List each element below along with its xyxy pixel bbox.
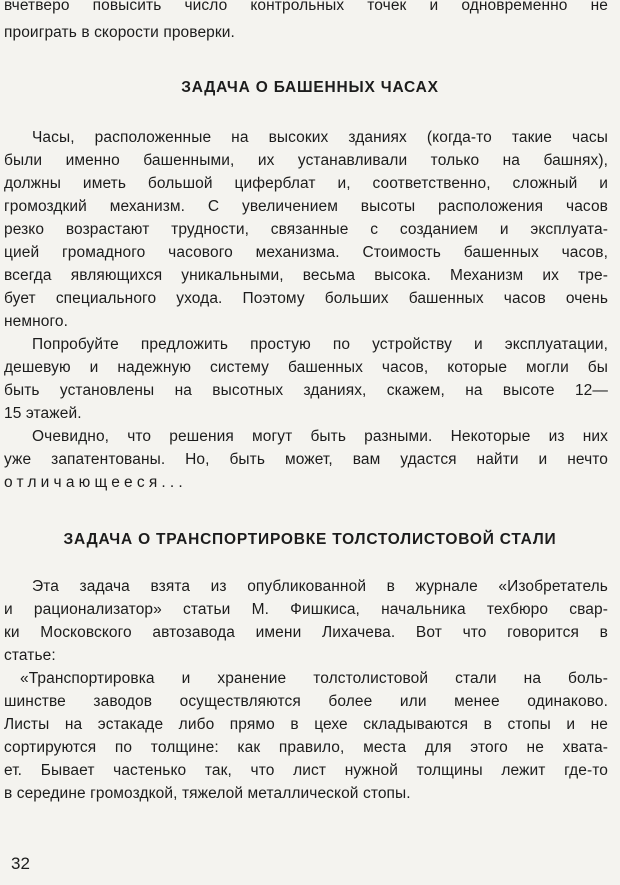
paragraph-line: быть установлены на высотных зданиях, скажем, на высоте 12— (4, 382, 608, 399)
paragraph-line: цией громадного часового механизма. Стоимость башенных часов, (4, 244, 608, 261)
paragraph-line: Попробуйте предложить простую по устройству и эксплуатации, (32, 336, 608, 353)
intro-line-1: вчетверо повысить число контрольных точек и одновременно не (4, 0, 608, 14)
paragraph-line: «Транспортировка и хранение толстолистовой стали на боль- (20, 670, 608, 687)
paragraph-line: громоздкий механизм. С увеличением высоты расположения часов (4, 198, 608, 215)
paragraph-line: ет. Бывает частенько так, что лист нужной толщины лежит где-то (4, 762, 608, 779)
page-number: 32 (11, 854, 30, 873)
paragraph-line: Очевидно, что решения могут быть разными. Некоторые из них (32, 428, 608, 445)
paragraph-line: Часы, расположенные на высоких зданиях (когда-то такие часы (32, 129, 608, 146)
paragraph-line: и рационализатор» статьи М. Фишкиса, начальника техбюро свар- (4, 601, 608, 618)
paragraph-line: Эта задача взята из опубликованной в журнале «Изобретатель (32, 578, 608, 595)
paragraph-line: ки Московского автозавода имени Лихачева. Вот что говорится в (4, 624, 608, 641)
paragraph-line: всегда являющихся уникальными, весьма высока. Механизм их тре- (4, 267, 608, 284)
paragraph-line: Листы на эстакаде либо прямо в цехе складываются в стопы и не (4, 716, 608, 733)
paragraph-line: бует специального ухода. Поэтому больших башенных часов очень (4, 290, 608, 307)
paragraph-line: дешевую и надежную систему башенных часов, которые могли бы (4, 359, 608, 376)
paragraph-line: отличающееся... (4, 474, 187, 491)
paragraph-line: немного. (4, 313, 69, 330)
paragraph-line: должны иметь большой циферблат и, соответственно, сложный и (4, 175, 608, 192)
paragraph-line: сортируются по толщине: как правило, места для этого не хвата- (4, 739, 608, 756)
paragraph-line: статье: (4, 647, 56, 664)
paragraph-line: были именно башенными, их устанавливали только на башнях), (4, 152, 608, 169)
intro-line-2: проиграть в скорости проверки. (4, 24, 235, 41)
section-title-steel-transport: ЗАДАЧА О ТРАНСПОРТИРОВКЕ ТОЛСТОЛИСТОВОЙ СТАЛИ (63, 531, 557, 548)
paragraph-line: 15 этажей. (4, 405, 82, 422)
paragraph-line: уже запатентованы. Но, быть может, вам удастся найти и нечто (4, 451, 608, 468)
paragraph-line: резко возрастают трудности, связанные с созданием и эксплуата- (4, 221, 608, 238)
paragraph-line: шинстве заводов осуществляются более или менее одинаково. (4, 693, 608, 710)
section-title-tower-clocks: ЗАДАЧА О БАШЕННЫХ ЧАСАХ (181, 79, 439, 96)
paragraph-line: в середине громоздкой, тяжелой металлической стопы. (4, 785, 411, 802)
